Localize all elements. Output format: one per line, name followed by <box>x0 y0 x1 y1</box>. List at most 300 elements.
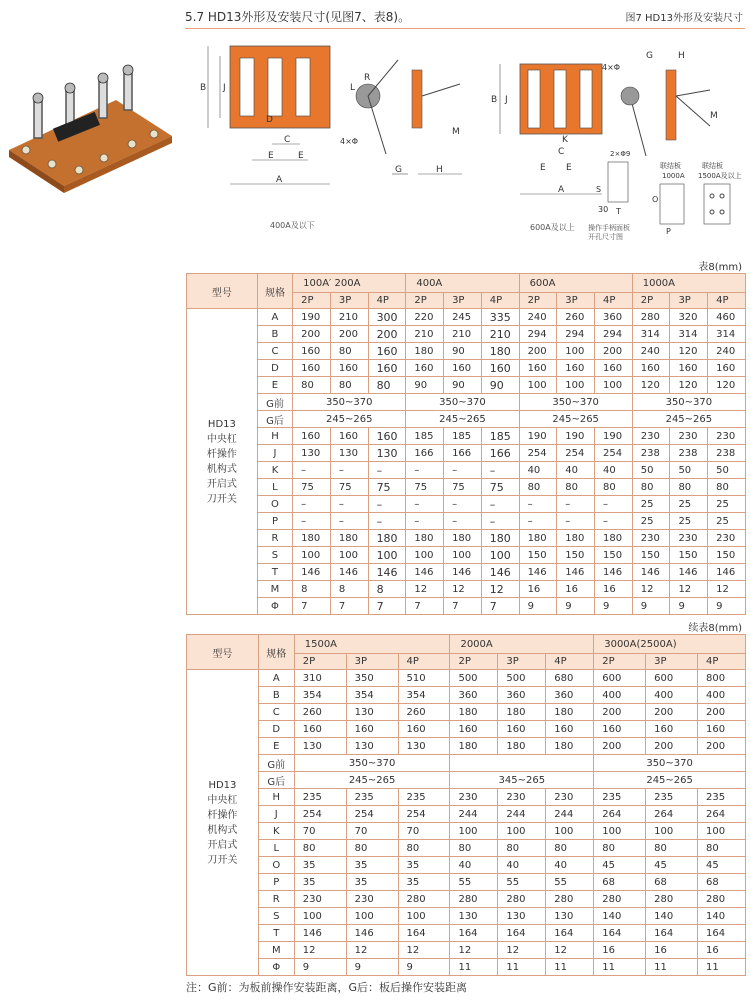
table-row <box>187 394 746 411</box>
group-header: 600A <box>519 274 632 293</box>
table-row <box>187 687 746 704</box>
cell-value: 180 <box>293 530 331 547</box>
cell-value: 140 <box>698 908 746 925</box>
row-label: E <box>257 377 292 394</box>
table-row <box>187 891 746 908</box>
cell-value: 220 <box>406 309 444 326</box>
cell-value: 254 <box>557 445 595 462</box>
cell-value: 240 <box>519 309 557 326</box>
cell-value: 314 <box>708 326 746 343</box>
cell-value: 238 <box>708 445 746 462</box>
cell-value: 230 <box>546 789 594 806</box>
cell-value: 280 <box>450 891 498 908</box>
cell-value: 160 <box>368 360 406 377</box>
cell-value: 280 <box>546 891 594 908</box>
cell-value: 500 <box>498 670 546 687</box>
group-header: 3000A(2500A) <box>594 635 746 654</box>
cell-value: 140 <box>646 908 698 925</box>
cell-value: – <box>444 462 482 479</box>
cell-value: 238 <box>632 445 670 462</box>
svg-text:S: S <box>596 185 602 194</box>
cell-value: 210 <box>481 326 519 343</box>
svg-text:G: G <box>646 51 653 61</box>
cell-value: 100 <box>698 823 746 840</box>
row-label: G前 <box>258 755 294 772</box>
cell-value: 245~265 <box>519 411 632 428</box>
table-row <box>187 755 746 772</box>
cell-value: 600 <box>594 670 646 687</box>
cell-value: 9 <box>670 598 708 615</box>
cell-value: 600 <box>646 670 698 687</box>
cell-value: 100 <box>294 908 346 925</box>
pole-header: 4P <box>546 654 594 670</box>
cell-value: 150 <box>519 547 557 564</box>
cell-value: 164 <box>398 925 450 942</box>
table-row <box>187 772 746 789</box>
cell-value: 40 <box>595 462 633 479</box>
table2-caption: 续表8(mm) <box>688 623 742 634</box>
row-label: E <box>258 738 294 755</box>
pole-header: 4P <box>481 293 519 309</box>
cell-value: 160 <box>519 360 557 377</box>
cell-value: 80 <box>646 840 698 857</box>
cell-value: 68 <box>698 874 746 891</box>
section-title: 5.7 HD13外形及安装尺寸(见图7、表8)。 <box>185 10 411 24</box>
model-line: HD13 <box>208 779 237 791</box>
table-row <box>187 564 746 581</box>
cell-value: 9 <box>346 959 398 976</box>
cell-value: 180 <box>444 530 482 547</box>
model-line: 机构式 <box>206 463 237 475</box>
cell-value: 130 <box>346 738 398 755</box>
cell-value: 146 <box>406 564 444 581</box>
cell-value: 244 <box>546 806 594 823</box>
cell-value: 150 <box>632 547 670 564</box>
cell-value: 164 <box>646 925 698 942</box>
cell-value: 25 <box>632 513 670 530</box>
cell-value: 200 <box>368 326 406 343</box>
table-row <box>187 598 746 615</box>
cell-value: 160 <box>294 721 346 738</box>
cell-value: 80 <box>698 840 746 857</box>
cell-value: 9 <box>708 598 746 615</box>
cell-value: 90 <box>444 377 482 394</box>
cell-value: – <box>330 513 368 530</box>
row-label: J <box>257 445 292 462</box>
cell-value: – <box>519 513 557 530</box>
cell-value: 245~265 <box>294 772 450 789</box>
cell-value: 35 <box>294 857 346 874</box>
cell-value: 146 <box>346 925 398 942</box>
pole-header: 4P <box>595 293 633 309</box>
cell-value: 25 <box>708 496 746 513</box>
pole-header: 4P <box>698 654 746 670</box>
table-row <box>187 942 746 959</box>
cell-value: 180 <box>498 704 546 721</box>
row-label: M <box>257 581 292 598</box>
cell-value: 500 <box>450 670 498 687</box>
model-header: 型号 <box>187 274 258 309</box>
cell-value: 80 <box>293 377 331 394</box>
cell-value: 230 <box>294 891 346 908</box>
spec-table-2 <box>186 634 746 976</box>
pole-header: 3P <box>557 293 595 309</box>
cell-value: 280 <box>498 891 546 908</box>
svg-text:J: J <box>223 83 226 93</box>
cell-value: 164 <box>450 925 498 942</box>
cell-value: 9 <box>557 598 595 615</box>
cell-value: 12 <box>406 581 444 598</box>
cell-value: 160 <box>698 721 746 738</box>
cell-value: 68 <box>594 874 646 891</box>
cell-value: 75 <box>406 479 444 496</box>
cell-value: 160 <box>546 721 594 738</box>
cell-value: 90 <box>481 377 519 394</box>
cell-value: – <box>368 462 406 479</box>
cell-value: 25 <box>708 513 746 530</box>
row-label: Φ <box>257 598 292 615</box>
cell-value: 150 <box>708 547 746 564</box>
pole-header: 3P <box>646 654 698 670</box>
cell-value: 160 <box>557 360 595 377</box>
cell-value: 12 <box>708 581 746 598</box>
table-row <box>187 704 746 721</box>
cell-value: 12 <box>481 581 519 598</box>
pole-header: 3P <box>330 293 368 309</box>
table-row <box>187 530 746 547</box>
group-header: 400A <box>406 274 519 293</box>
cell-value: 230 <box>708 428 746 445</box>
svg-text:R: R <box>364 73 371 83</box>
cell-value: 50 <box>670 462 708 479</box>
cell-value: 360 <box>595 309 633 326</box>
cell-value: 80 <box>557 479 595 496</box>
cell-value: 160 <box>444 360 482 377</box>
cell-value: 230 <box>708 530 746 547</box>
cell-value: 350~370 <box>519 394 632 411</box>
cell-value: 50 <box>708 462 746 479</box>
table-row <box>187 513 746 530</box>
cell-value: 180 <box>498 738 546 755</box>
cell-value: – <box>406 513 444 530</box>
cell-value: 180 <box>450 704 498 721</box>
svg-text:K: K <box>562 135 568 145</box>
cell-value: 245~265 <box>594 772 746 789</box>
row-label: R <box>258 891 294 908</box>
cell-value: 146 <box>368 564 406 581</box>
model-line: 开启式 <box>206 478 237 490</box>
table-row <box>187 840 746 857</box>
cell-value: 12 <box>632 581 670 598</box>
cell-value: 180 <box>368 530 406 547</box>
table-row <box>187 959 746 976</box>
table-row <box>187 309 746 326</box>
cell-value: – <box>368 496 406 513</box>
cell-value: 245 <box>444 309 482 326</box>
row-label: P <box>257 513 292 530</box>
cell-value: – <box>330 462 368 479</box>
cell-value: 160 <box>406 360 444 377</box>
cell-value: 180 <box>406 530 444 547</box>
cell-value: 238 <box>670 445 708 462</box>
cell-value: 120 <box>708 377 746 394</box>
model-line: 刀开关 <box>206 493 237 505</box>
row-label: Φ <box>258 959 294 976</box>
cell-value: 190 <box>557 428 595 445</box>
cell-value: 75 <box>444 479 482 496</box>
cell-value: 12 <box>498 942 546 959</box>
cell-value: 146 <box>670 564 708 581</box>
table-row <box>187 874 746 891</box>
product-photo <box>4 58 174 193</box>
row-label: B <box>257 326 292 343</box>
cell-value: 345~265 <box>450 772 594 789</box>
table-row <box>187 479 746 496</box>
group-header: 1500A <box>294 635 450 654</box>
cell-value: 314 <box>670 326 708 343</box>
cell-value: – <box>481 496 519 513</box>
svg-text:1500A及以上: 1500A及以上 <box>698 172 742 180</box>
cell-value: – <box>519 496 557 513</box>
group-header: 1000A <box>632 274 745 293</box>
svg-text:C: C <box>558 147 565 157</box>
cell-value: 160 <box>708 360 746 377</box>
pole-header: 3P <box>498 654 546 670</box>
cell-value: 40 <box>450 857 498 874</box>
cell-value: 100 <box>498 823 546 840</box>
cell-value: 354 <box>398 687 450 704</box>
cell-value: 7 <box>330 598 368 615</box>
cell-value: 245~265 <box>632 411 745 428</box>
table-row <box>187 721 746 738</box>
cell-value: 350~370 <box>293 394 406 411</box>
row-label: C <box>258 704 294 721</box>
pole-header: 3P <box>444 293 482 309</box>
pole-header: 2P <box>632 293 670 309</box>
cell-value: 230 <box>450 789 498 806</box>
dimension-drawing <box>190 34 746 244</box>
svg-text:联结板: 联结板 <box>660 162 681 170</box>
cell-value: 80 <box>294 840 346 857</box>
row-label: O <box>258 857 294 874</box>
cell-value: 35 <box>398 857 450 874</box>
cell-value: 235 <box>346 789 398 806</box>
cell-value: 350~370 <box>294 755 450 772</box>
table-row <box>187 908 746 925</box>
cell-value: 100 <box>368 547 406 564</box>
table-row <box>187 857 746 874</box>
cell-value: – <box>406 496 444 513</box>
cell-value: 160 <box>398 721 450 738</box>
cell-value: 100 <box>450 823 498 840</box>
svg-text:E: E <box>540 163 546 173</box>
cell-value: 68 <box>646 874 698 891</box>
cell-value: 280 <box>398 891 450 908</box>
cell-value: 680 <box>546 670 594 687</box>
svg-text:600A及以上: 600A及以上 <box>530 223 575 232</box>
row-label: B <box>258 687 294 704</box>
group-header: 100A′ 200A <box>293 274 406 293</box>
cell-value: 200 <box>519 343 557 360</box>
cell-value: 40 <box>557 462 595 479</box>
cell-value: – <box>330 496 368 513</box>
cell-value: 35 <box>346 874 398 891</box>
svg-text:L: L <box>350 83 356 93</box>
svg-text:E: E <box>566 163 572 173</box>
cell-value: 70 <box>294 823 346 840</box>
cell-value: 9 <box>294 959 346 976</box>
svg-text:J: J <box>505 95 508 105</box>
model-line: 刀开关 <box>207 854 238 866</box>
cell-value: 11 <box>594 959 646 976</box>
cell-value: 146 <box>294 925 346 942</box>
cell-value: 100 <box>519 377 557 394</box>
cell-value: 70 <box>398 823 450 840</box>
cell-value: 160 <box>293 343 331 360</box>
model-header: 型号 <box>187 635 259 670</box>
cell-value: 80 <box>595 479 633 496</box>
cell-value: 146 <box>708 564 746 581</box>
cell-value: 180 <box>481 343 519 360</box>
cell-value: 235 <box>646 789 698 806</box>
cell-value: – <box>293 496 331 513</box>
cell-value: 25 <box>670 496 708 513</box>
spec-header: 规格 <box>257 274 292 309</box>
cell-value: 254 <box>294 806 346 823</box>
row-label: T <box>257 564 292 581</box>
cell-value: 254 <box>595 445 633 462</box>
table-row <box>187 462 746 479</box>
cell-value: 180 <box>595 530 633 547</box>
row-label: L <box>257 479 292 496</box>
cell-value: – <box>444 513 482 530</box>
cell-value: 235 <box>594 789 646 806</box>
cell-value: 80 <box>330 343 368 360</box>
pole-header: 4P <box>708 293 746 309</box>
cell-value: 185 <box>444 428 482 445</box>
cell-value: – <box>481 513 519 530</box>
cell-value: 350 <box>346 670 398 687</box>
cell-value: 150 <box>595 547 633 564</box>
row-label: R <box>257 530 292 547</box>
svg-text:D: D <box>266 115 273 125</box>
row-label: S <box>257 547 292 564</box>
cell-value: 200 <box>698 704 746 721</box>
cell-value: 146 <box>632 564 670 581</box>
cell-value: 130 <box>450 908 498 925</box>
svg-text:A: A <box>558 185 565 195</box>
row-label: G前 <box>257 394 292 411</box>
cell-value: 7 <box>368 598 406 615</box>
cell-value: 100 <box>481 547 519 564</box>
cell-value: 164 <box>546 925 594 942</box>
table-row <box>187 806 746 823</box>
row-label: G后 <box>257 411 292 428</box>
cell-value: 164 <box>594 925 646 942</box>
row-label: P <box>258 874 294 891</box>
cell-value: 120 <box>632 377 670 394</box>
cell-value: 230 <box>670 530 708 547</box>
cell-value: 130 <box>294 738 346 755</box>
cell-value: 164 <box>698 925 746 942</box>
row-label: T <box>258 925 294 942</box>
cell-value: 7 <box>293 598 331 615</box>
cell-value: – <box>368 513 406 530</box>
cell-value: 130 <box>546 908 594 925</box>
pole-header: 4P <box>398 654 450 670</box>
cell-value: 180 <box>450 738 498 755</box>
table-row <box>187 738 746 755</box>
pole-header: 2P <box>519 293 557 309</box>
cell-value: 90 <box>406 377 444 394</box>
table-row <box>187 789 746 806</box>
cell-value: 180 <box>481 530 519 547</box>
model-line: 杆操作 <box>207 809 238 821</box>
cell-value: 16 <box>646 942 698 959</box>
cell-value: 90 <box>444 343 482 360</box>
model-line: HD13 <box>207 418 236 430</box>
svg-text:B: B <box>200 83 207 93</box>
cell-value: 160 <box>330 428 368 445</box>
svg-text:1000A: 1000A <box>662 172 685 180</box>
cell-value: 12 <box>450 942 498 959</box>
cell-value: 460 <box>708 309 746 326</box>
cell-value: 160 <box>330 360 368 377</box>
svg-text:C: C <box>284 135 291 145</box>
cell-value: 210 <box>330 309 368 326</box>
cell-value: 280 <box>698 891 746 908</box>
cell-value: 180 <box>546 704 594 721</box>
svg-text:E: E <box>298 151 304 161</box>
cell-value: 294 <box>595 326 633 343</box>
cell-value: 80 <box>546 840 594 857</box>
cell-value: 294 <box>557 326 595 343</box>
cell-value: 160 <box>368 343 406 360</box>
cell-value: 11 <box>498 959 546 976</box>
cell-value: 45 <box>698 857 746 874</box>
svg-text:2×Φ9: 2×Φ9 <box>610 150 631 158</box>
cell-value: 16 <box>519 581 557 598</box>
cell-value: 160 <box>293 428 331 445</box>
svg-text:E: E <box>268 151 274 161</box>
cell-value: 190 <box>595 428 633 445</box>
cell-value: 80 <box>450 840 498 857</box>
table-row <box>187 428 746 445</box>
model-line: 中央杠 <box>207 794 238 806</box>
footnote: 注：G前：为板前操作安装距离，G后：板后操作安装距离 <box>186 981 468 994</box>
cell-value: 100 <box>557 343 595 360</box>
cell-value: 254 <box>398 806 450 823</box>
table-row <box>187 670 746 687</box>
table-row <box>187 547 746 564</box>
cell-value: 400 <box>646 687 698 704</box>
cell-value: 12 <box>398 942 450 959</box>
cell-value: 8 <box>368 581 406 598</box>
cell-value: 235 <box>698 789 746 806</box>
cell-value: 8 <box>330 581 368 598</box>
svg-text:O: O <box>652 195 659 204</box>
cell-value: 25 <box>632 496 670 513</box>
cell-value: 80 <box>632 479 670 496</box>
cell-value: 11 <box>646 959 698 976</box>
cell-value: 180 <box>330 530 368 547</box>
cell-value: 100 <box>406 547 444 564</box>
table-row <box>187 823 746 840</box>
cell-value: 130 <box>330 445 368 462</box>
cell-value: 146 <box>557 564 595 581</box>
cell-value: 160 <box>293 360 331 377</box>
table-row <box>187 343 746 360</box>
